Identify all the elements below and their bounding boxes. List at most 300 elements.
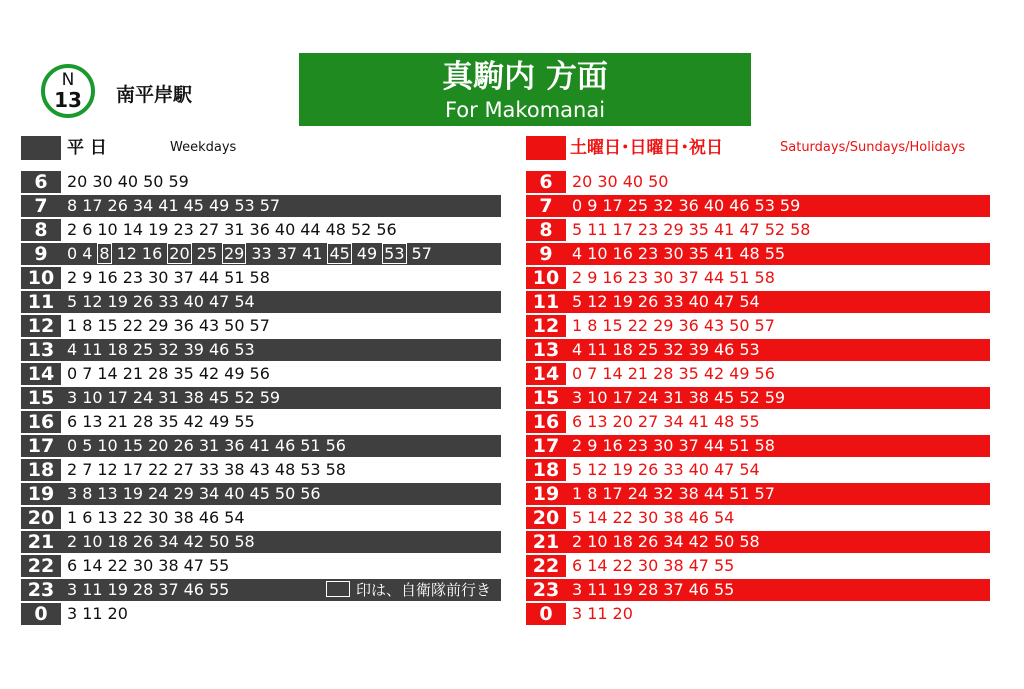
weekday-label-jp: 平 日 (67, 138, 107, 158)
departure-minute: 47 (739, 220, 760, 239)
departure-minute: 55 (764, 244, 786, 263)
departure-minute: 44 (300, 220, 321, 239)
departure-minute: 36 (249, 220, 270, 239)
departure-minute: 54 (739, 292, 760, 311)
timetable-row (526, 555, 990, 577)
hour-cell: 15 (526, 387, 566, 409)
departure-minute: 0 (572, 196, 583, 215)
departure-minute: 58 (739, 532, 760, 551)
departure-minute: 44 (703, 436, 725, 455)
departure-minute: 33 (663, 460, 684, 479)
departure-minute: 8 (587, 484, 598, 503)
departure-minute: 16 (612, 244, 633, 263)
departure-minute: 21 (627, 364, 649, 383)
departure-minute: 22 (612, 556, 633, 575)
departure-minute: 6 (67, 412, 78, 431)
departure-minute: 3 (67, 484, 78, 503)
departure-minute: 56 (376, 220, 397, 239)
departure-minute: 30 (663, 244, 684, 263)
timetable-row (526, 315, 990, 337)
departure-minute: 55 (713, 556, 735, 575)
departure-minute: 50 (729, 316, 750, 335)
departure-minute: 12 (587, 460, 608, 479)
departure-minute: 51 (300, 436, 321, 455)
departure-minute: 11 (82, 580, 103, 599)
departure-minute: 17 (612, 220, 633, 239)
hour-cell: 16 (21, 411, 61, 433)
departure-minute: 24 (627, 484, 649, 503)
departure-minute: 27 (637, 412, 659, 431)
departure-minute: 31 (158, 388, 179, 407)
departure-minute: 27 (198, 220, 220, 239)
departure-minute: 51 (224, 268, 245, 287)
minutes-cell (61, 243, 501, 265)
departure-minute: 0 (572, 364, 583, 383)
departure-minute: 8 (67, 196, 78, 215)
departure-minute: 50 (648, 172, 669, 191)
hour-cell: 7 (21, 195, 61, 217)
departure-minute: 14 (97, 364, 118, 383)
departure-minute: 36 (173, 316, 194, 335)
departure-minute: 19 (107, 292, 128, 311)
departure-minute: 18 (612, 532, 633, 551)
departure-minute: 58 (754, 268, 775, 287)
legend-text: 印は、自衛隊前行き (355, 581, 491, 599)
minutes-cell (61, 267, 501, 289)
timetable-row (21, 195, 501, 217)
departure-minute: 43 (703, 316, 725, 335)
departure-minute: 49 (208, 196, 230, 215)
timetable-row (526, 507, 990, 529)
departure-minute: 19 (612, 580, 633, 599)
departure-minute: 26 (173, 436, 194, 455)
departure-minute: 14 (587, 556, 608, 575)
departure-minute: 20 (169, 244, 190, 263)
departure-minute: 45 (713, 388, 735, 407)
departure-minute: 23 (173, 220, 194, 239)
timetable-row (21, 363, 501, 385)
departure-minute: 57 (754, 484, 775, 503)
departure-minute: 37 (173, 268, 194, 287)
timetable-row (21, 387, 501, 409)
departure-minute: 25 (627, 196, 649, 215)
departure-minute: 16 (141, 244, 163, 263)
departure-minute: 14 (587, 508, 608, 527)
departure-minute: 3 (67, 580, 78, 599)
departure-minute: 17 (602, 484, 623, 503)
departure-minute: 38 (224, 460, 245, 479)
departure-minute: 44 (703, 268, 725, 287)
departure-minute: 6 (82, 508, 93, 527)
departure-minute: 30 (637, 508, 659, 527)
departure-minute: 48 (274, 460, 296, 479)
weekday-header (21, 136, 501, 160)
departure-minute: 59 (779, 196, 801, 215)
departure-minute: 4 (82, 244, 93, 263)
weekday-label-en: Weekdays (170, 140, 237, 155)
minutes-cell (566, 219, 990, 241)
departure-minute: 20 (107, 604, 128, 623)
departure-minute: 7 (587, 364, 598, 383)
departure-minute: 55 (739, 412, 760, 431)
departure-minute: 15 (602, 316, 623, 335)
departure-minute: 35 (173, 364, 194, 383)
departure-minute: 2 (67, 532, 78, 551)
timetable-row (21, 531, 501, 553)
timetable-row (526, 363, 990, 385)
departure-minute: 8 (587, 316, 598, 335)
departure-minute: 25 (637, 340, 659, 359)
departure-minute: 43 (249, 460, 270, 479)
departure-minute: 24 (132, 388, 154, 407)
minutes-cell (61, 435, 501, 457)
departure-minute: 58 (249, 268, 270, 287)
hour-cell: 7 (526, 195, 566, 217)
departure-minute: 23 (627, 268, 649, 287)
hour-cell: 8 (526, 219, 566, 241)
weekday-marker (21, 136, 61, 160)
timetable-row (21, 411, 501, 433)
departure-minute: 57 (249, 316, 270, 335)
departure-minute: 9 (587, 196, 598, 215)
departure-minute: 41 (249, 436, 270, 455)
departure-minute: 22 (148, 460, 169, 479)
minutes-cell (61, 603, 501, 625)
departure-minute: 22 (612, 508, 633, 527)
departure-minute: 38 (688, 388, 709, 407)
minutes-cell (61, 531, 501, 553)
minutes-cell (566, 555, 990, 577)
departure-minute: 5 (572, 292, 583, 311)
departure-minute: 12 (82, 292, 103, 311)
departure-minute: 58 (234, 532, 255, 551)
departure-minute: 45 (329, 244, 350, 263)
departure-minute: 0 (67, 436, 78, 455)
departure-minute: 37 (678, 436, 699, 455)
hour-cell: 9 (526, 243, 566, 265)
legend-note (326, 579, 491, 601)
departure-minute: 27 (173, 460, 194, 479)
departure-minute: 10 (587, 532, 608, 551)
minutes-cell (61, 171, 501, 193)
departure-minute: 41 (713, 220, 735, 239)
minutes-cell (566, 291, 990, 313)
departure-minute: 22 (627, 316, 649, 335)
departure-minute: 19 (148, 220, 169, 239)
departure-minute: 23 (122, 268, 144, 287)
departure-minute: 19 (612, 292, 633, 311)
departure-minute: 30 (653, 268, 674, 287)
departure-minute: 47 (688, 556, 709, 575)
departure-minute: 34 (132, 196, 154, 215)
departure-minute: 11 (587, 604, 608, 623)
hour-cell: 23 (526, 579, 566, 601)
hour-cell: 14 (526, 363, 566, 385)
departure-minute: 29 (663, 220, 684, 239)
minutes-cell (566, 435, 990, 457)
departure-minute: 15 (97, 316, 118, 335)
timetable-row (21, 555, 501, 577)
departure-minute: 49 (356, 244, 378, 263)
departure-minute: 37 (276, 244, 298, 263)
departure-minute: 18 (612, 340, 633, 359)
departure-minute: 55 (713, 580, 735, 599)
minutes-cell (61, 219, 501, 241)
departure-minute: 33 (198, 460, 220, 479)
departure-minute: 39 (688, 340, 709, 359)
departure-minute: 40 (183, 292, 204, 311)
minutes-cell (61, 291, 501, 313)
departure-minute: 59 (259, 388, 281, 407)
departure-minute: 49 (224, 364, 245, 383)
departure-minute: 52 (350, 220, 372, 239)
departure-minute: 5 (572, 220, 583, 239)
departure-minute: 2 (572, 268, 583, 287)
departure-minute: 35 (678, 364, 699, 383)
hour-cell: 23 (21, 579, 61, 601)
departure-minute: 53 (300, 460, 321, 479)
minutes-cell (61, 507, 501, 529)
departure-minute: 12 (587, 292, 608, 311)
departure-minute: 9 (82, 268, 93, 287)
departure-minute: 2 (67, 460, 78, 479)
departure-minute: 29 (173, 484, 194, 503)
departure-minute: 29 (224, 244, 245, 263)
departure-minute: 11 (587, 580, 608, 599)
station-number: 13 (54, 88, 82, 112)
departure-minute: 40 (622, 172, 644, 191)
departure-minute: 55 (208, 556, 230, 575)
departure-minute: 40 (274, 220, 296, 239)
departure-minute: 58 (790, 220, 811, 239)
hour-cell: 19 (526, 483, 566, 505)
departure-minute: 16 (602, 436, 623, 455)
departure-minute: 28 (148, 364, 169, 383)
departure-minute: 5 (82, 436, 93, 455)
departure-minute: 51 (729, 268, 750, 287)
departure-minute: 15 (122, 436, 144, 455)
departure-minute: 8 (82, 316, 93, 335)
departure-minute: 16 (97, 268, 118, 287)
departure-minute: 3 (572, 388, 583, 407)
departure-minute: 32 (158, 340, 179, 359)
departure-minute: 21 (122, 364, 144, 383)
departure-minute: 53 (754, 196, 775, 215)
departure-minute: 2 (572, 532, 583, 551)
minutes-cell (61, 339, 501, 361)
departure-minute: 5 (572, 460, 583, 479)
departure-minute: 13 (97, 508, 118, 527)
minutes-cell (566, 315, 990, 337)
departure-minute: 35 (688, 220, 709, 239)
departure-minute: 58 (325, 460, 346, 479)
departure-minute: 59 (168, 172, 189, 191)
departure-minute: 28 (132, 412, 154, 431)
departure-minute: 7 (82, 460, 93, 479)
hour-cell: 8 (21, 219, 61, 241)
departure-minute: 3 (67, 604, 78, 623)
departure-minute: 17 (107, 388, 128, 407)
departure-minute: 26 (107, 196, 128, 215)
departure-minute: 20 (572, 172, 593, 191)
minutes-cell (566, 411, 990, 433)
departure-minute: 46 (183, 580, 204, 599)
departure-minute: 6 (572, 556, 583, 575)
hour-cell: 9 (21, 243, 61, 265)
departure-minute: 57 (411, 244, 432, 263)
station-number-badge (41, 64, 95, 118)
departure-minute: 11 (587, 220, 608, 239)
minutes-cell (566, 387, 990, 409)
departure-minute: 25 (132, 340, 154, 359)
departure-minute: 12 (97, 460, 118, 479)
direction-en: For Makomanai (444, 98, 606, 122)
departure-minute: 51 (729, 484, 750, 503)
departure-minute: 17 (612, 388, 633, 407)
hour-cell: 12 (526, 315, 566, 337)
departure-minute: 32 (653, 484, 674, 503)
departure-minute: 37 (158, 580, 179, 599)
hour-cell: 21 (21, 531, 61, 553)
departure-minute: 37 (663, 580, 684, 599)
departure-minute: 4 (67, 340, 78, 359)
departure-minute: 23 (637, 220, 659, 239)
timetable-row (21, 459, 501, 481)
departure-minute: 18 (107, 532, 128, 551)
departure-minute: 1 (67, 508, 78, 527)
departure-minute: 36 (678, 316, 699, 335)
minutes-cell (566, 363, 990, 385)
departure-minute: 10 (97, 436, 118, 455)
departure-minute: 33 (251, 244, 272, 263)
departure-minute: 3 (572, 604, 583, 623)
departure-minute: 56 (325, 436, 346, 455)
departure-minute: 34 (663, 532, 684, 551)
departure-minute: 46 (688, 580, 709, 599)
departure-minute: 30 (92, 172, 113, 191)
departure-minute: 23 (637, 244, 659, 263)
departure-minute: 55 (234, 412, 255, 431)
departure-minute: 38 (183, 388, 204, 407)
minutes-cell (566, 507, 990, 529)
departure-minute: 42 (183, 412, 204, 431)
departure-minute: 49 (729, 364, 750, 383)
hour-cell: 0 (21, 603, 61, 625)
hour-cell: 17 (21, 435, 61, 457)
departure-minute: 10 (82, 388, 103, 407)
departure-minute: 11 (82, 340, 103, 359)
timetable-row (526, 531, 990, 553)
hour-cell: 18 (526, 459, 566, 481)
departure-minute: 0 (67, 364, 78, 383)
departure-minute: 50 (274, 484, 296, 503)
departure-minute: 14 (82, 556, 103, 575)
minutes-cell (566, 459, 990, 481)
departure-minute: 41 (158, 196, 179, 215)
hour-cell: 12 (21, 315, 61, 337)
hour-cell: 13 (21, 339, 61, 361)
departure-minute: 22 (122, 508, 144, 527)
departure-minute: 37 (678, 268, 699, 287)
departure-minute: 56 (249, 364, 270, 383)
hour-cell: 0 (526, 603, 566, 625)
departure-minute: 50 (208, 532, 230, 551)
departure-minute: 40 (688, 460, 709, 479)
departure-minute: 5 (572, 508, 583, 527)
departure-minute: 33 (663, 292, 684, 311)
departure-minute: 8 (82, 484, 93, 503)
departure-minute: 28 (132, 580, 154, 599)
direction-jp: 真駒内 方面 (442, 59, 608, 95)
hour-cell: 10 (21, 267, 61, 289)
departure-minute: 31 (224, 220, 245, 239)
departure-minute: 30 (653, 436, 674, 455)
departure-minute: 30 (132, 556, 154, 575)
departure-minute: 4 (572, 244, 583, 263)
departure-minute: 45 (183, 196, 204, 215)
minutes-cell (61, 555, 501, 577)
direction-banner (299, 53, 751, 126)
departure-minute: 30 (637, 556, 659, 575)
departure-minute: 35 (688, 244, 709, 263)
departure-minute: 13 (587, 412, 608, 431)
departure-minute: 10 (587, 244, 608, 263)
timetable-row (526, 435, 990, 457)
departure-minute: 1 (572, 484, 583, 503)
departure-minute: 25 (196, 244, 217, 263)
departure-minute: 26 (132, 292, 154, 311)
departure-minute: 5 (67, 292, 78, 311)
departure-minute: 3 (572, 580, 583, 599)
minutes-cell (61, 387, 501, 409)
hour-cell: 17 (526, 435, 566, 457)
departure-minute: 46 (198, 508, 220, 527)
departure-minute: 20 (612, 412, 633, 431)
timetable-row (526, 411, 990, 433)
departure-minute: 24 (637, 388, 659, 407)
departure-minute: 40 (688, 292, 709, 311)
departure-minute: 42 (688, 532, 709, 551)
timetable-row (526, 267, 990, 289)
departure-minute: 52 (739, 388, 760, 407)
departure-minute: 30 (148, 268, 169, 287)
departure-minute: 38 (173, 508, 194, 527)
departure-minute: 46 (274, 436, 296, 455)
departure-minute: 11 (82, 604, 103, 623)
departure-minute: 26 (637, 292, 659, 311)
departure-minute: 26 (637, 460, 659, 479)
hour-cell: 19 (21, 483, 61, 505)
departure-minute: 46 (713, 340, 735, 359)
departure-minute: 13 (82, 412, 103, 431)
departure-minute: 45 (208, 388, 230, 407)
departure-minute: 53 (384, 244, 405, 263)
departure-minute: 38 (678, 484, 699, 503)
timetable-row (21, 603, 501, 625)
departure-minute: 46 (208, 340, 230, 359)
departure-minute: 47 (713, 292, 735, 311)
timetable-row (21, 171, 501, 193)
departure-minute: 14 (602, 364, 623, 383)
departure-minute: 56 (300, 484, 321, 503)
minutes-cell (61, 363, 501, 385)
timetable-row (526, 387, 990, 409)
hour-cell: 15 (21, 387, 61, 409)
departure-minute: 6 (82, 220, 93, 239)
departure-minute: 50 (143, 172, 164, 191)
hour-cell: 10 (526, 267, 566, 289)
departure-minute: 29 (148, 316, 169, 335)
